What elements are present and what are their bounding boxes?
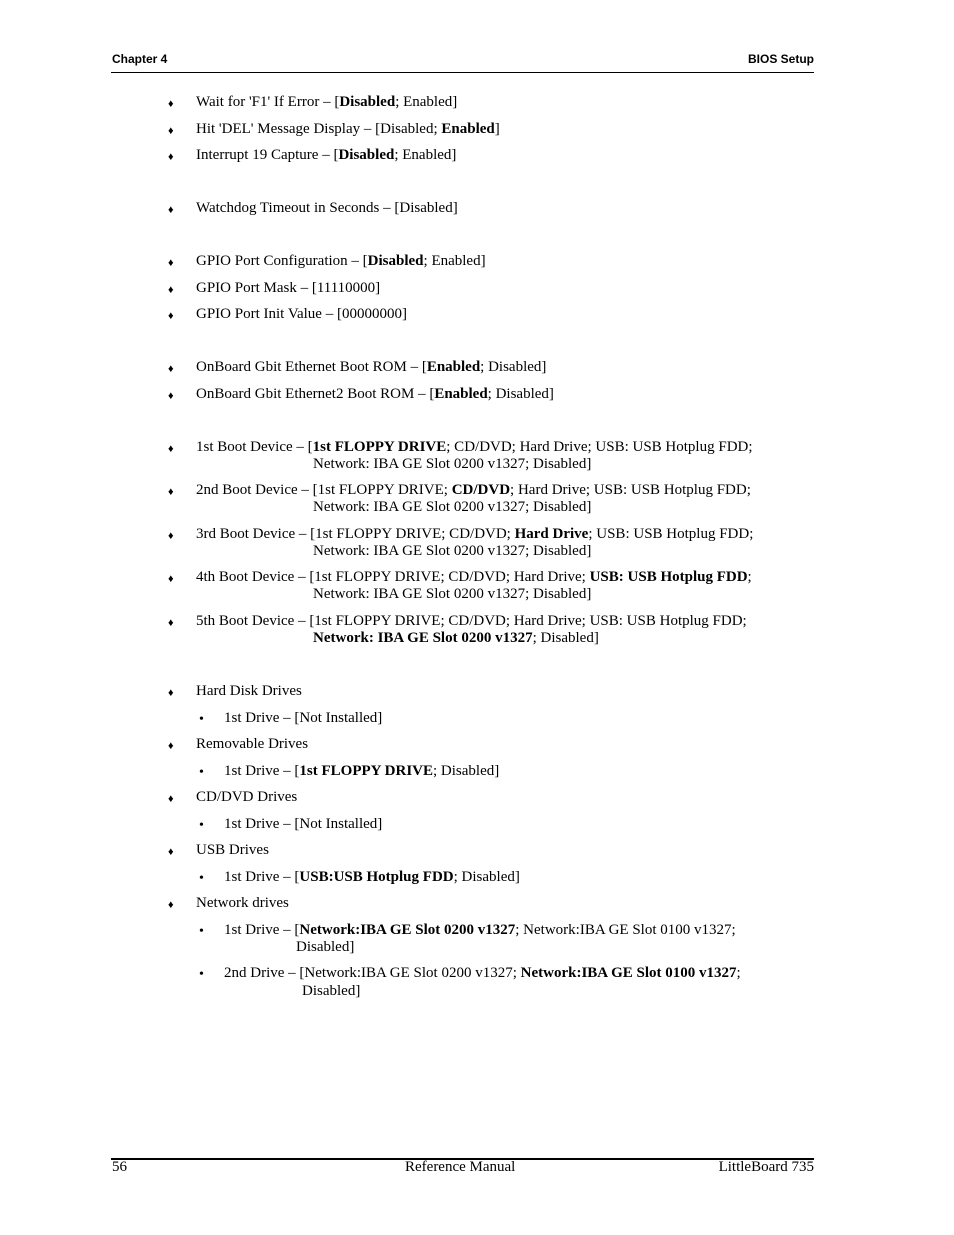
setting-gpio-init: GPIO Port Init Value – [00000000] (196, 306, 407, 322)
setting-network-2nd-drive: 2nd Drive – [Network:IBA GE Slot 0200 v1327; Network:IBA GE Slot 0100 v1327; (224, 965, 741, 981)
setting-interrupt-19: Interrupt 19 Capture – [Disabled; Enabled] (196, 147, 457, 163)
setting-wait-f1: Wait for 'F1' If Error – [Disabled; Enabled] (196, 94, 458, 110)
diamond-bullet-icon: ♦ (168, 486, 174, 498)
diamond-bullet-icon: ♦ (168, 204, 174, 216)
diamond-bullet-icon: ♦ (168, 98, 174, 110)
round-bullet-icon: • (199, 871, 204, 886)
group-removable-drives: Removable Drives (196, 736, 309, 752)
round-bullet-icon: • (199, 712, 204, 727)
section-label: BIOS Setup (747, 52, 814, 66)
group-network-drives: Network drives (196, 895, 289, 911)
product-name: LittleBoard 735 (718, 1159, 814, 1175)
setting-network-1st-drive-cont: Disabled] (296, 939, 355, 955)
group-hard-disk-drives: Hard Disk Drives (196, 683, 302, 699)
diamond-bullet-icon: ♦ (168, 573, 174, 585)
setting-boot-device-4: 4th Boot Device – [1st FLOPPY DRIVE; CD/DVD; Hard Drive; USB: USB Hotplug FDD; (196, 569, 752, 585)
setting-boot-device-2-cont: Network: IBA GE Slot 0200 v1327; Disabled] (313, 499, 592, 515)
diamond-bullet-icon: ♦ (168, 740, 174, 752)
setting-network-2nd-drive-cont: Disabled] (302, 983, 361, 999)
round-bullet-icon: • (199, 924, 204, 939)
diamond-bullet-icon: ♦ (168, 390, 174, 402)
diamond-bullet-icon: ♦ (168, 151, 174, 163)
setting-eth1-rom: OnBoard Gbit Ethernet Boot ROM – [Enabled; Disabled] (196, 359, 547, 375)
round-bullet-icon: • (199, 967, 204, 982)
setting-boot-device-5: 5th Boot Device – [1st FLOPPY DRIVE; CD/DVD; Hard Drive; USB: USB Hotplug FDD; (196, 613, 747, 629)
setting-eth2-rom: OnBoard Gbit Ethernet2 Boot ROM – [Enabled; Disabled] (196, 386, 554, 402)
setting-boot-device-5-cont: Network: IBA GE Slot 0200 v1327; Disabled] (313, 630, 599, 646)
manual-title: Reference Manual (405, 1159, 516, 1175)
round-bullet-icon: • (199, 765, 204, 780)
diamond-bullet-icon: ♦ (168, 443, 174, 455)
setting-usb-1st-drive: 1st Drive – [USB:USB Hotplug FDD; Disabled] (224, 869, 520, 885)
group-cddvd-drives: CD/DVD Drives (196, 789, 298, 805)
diamond-bullet-icon: ♦ (168, 363, 174, 375)
diamond-bullet-icon: ♦ (168, 125, 174, 137)
header-rule (111, 72, 814, 73)
diamond-bullet-icon: ♦ (168, 284, 174, 296)
diamond-bullet-icon: ♦ (168, 310, 174, 322)
chapter-label: Chapter 4 (112, 52, 168, 66)
setting-boot-device-1: 1st Boot Device – [1st FLOPPY DRIVE; CD/DVD; Hard Drive; USB: USB Hotplug FDD; (196, 439, 753, 455)
diamond-bullet-icon: ♦ (168, 617, 174, 629)
setting-cddvd-1st-drive: 1st Drive – [Not Installed] (224, 816, 383, 832)
setting-watchdog: Watchdog Timeout in Seconds – [Disabled] (196, 200, 458, 216)
page-number: 56 (112, 1159, 127, 1175)
setting-removable-1st-drive: 1st Drive – [1st FLOPPY DRIVE; Disabled] (224, 763, 500, 779)
diamond-bullet-icon: ♦ (168, 257, 174, 269)
setting-network-1st-drive: 1st Drive – [Network:IBA GE Slot 0200 v1327; Network:IBA GE Slot 0100 v1327; (224, 922, 736, 938)
diamond-bullet-icon: ♦ (168, 846, 174, 858)
setting-boot-device-3: 3rd Boot Device – [1st FLOPPY DRIVE; CD/DVD; Hard Drive; USB: USB Hotplug FDD; (196, 526, 754, 542)
setting-hit-del: Hit 'DEL' Message Display – [Disabled; Enabled] (196, 121, 500, 137)
group-usb-drives: USB Drives (196, 842, 269, 858)
diamond-bullet-icon: ♦ (168, 530, 174, 542)
round-bullet-icon: • (199, 818, 204, 833)
diamond-bullet-icon: ♦ (168, 899, 174, 911)
setting-boot-device-3-cont: Network: IBA GE Slot 0200 v1327; Disabled] (313, 543, 592, 559)
setting-gpio-mask: GPIO Port Mask – [11110000] (196, 280, 381, 296)
setting-hdd-1st-drive: 1st Drive – [Not Installed] (224, 710, 383, 726)
setting-boot-device-2: 2nd Boot Device – [1st FLOPPY DRIVE; CD/DVD; Hard Drive; USB: USB Hotplug FDD; (196, 482, 751, 498)
diamond-bullet-icon: ♦ (168, 793, 174, 805)
setting-boot-device-1-cont: Network: IBA GE Slot 0200 v1327; Disabled] (313, 456, 592, 472)
setting-boot-device-4-cont: Network: IBA GE Slot 0200 v1327; Disabled] (313, 586, 592, 602)
diamond-bullet-icon: ♦ (168, 687, 174, 699)
setting-gpio-config: GPIO Port Configuration – [Disabled; Enabled] (196, 253, 486, 269)
